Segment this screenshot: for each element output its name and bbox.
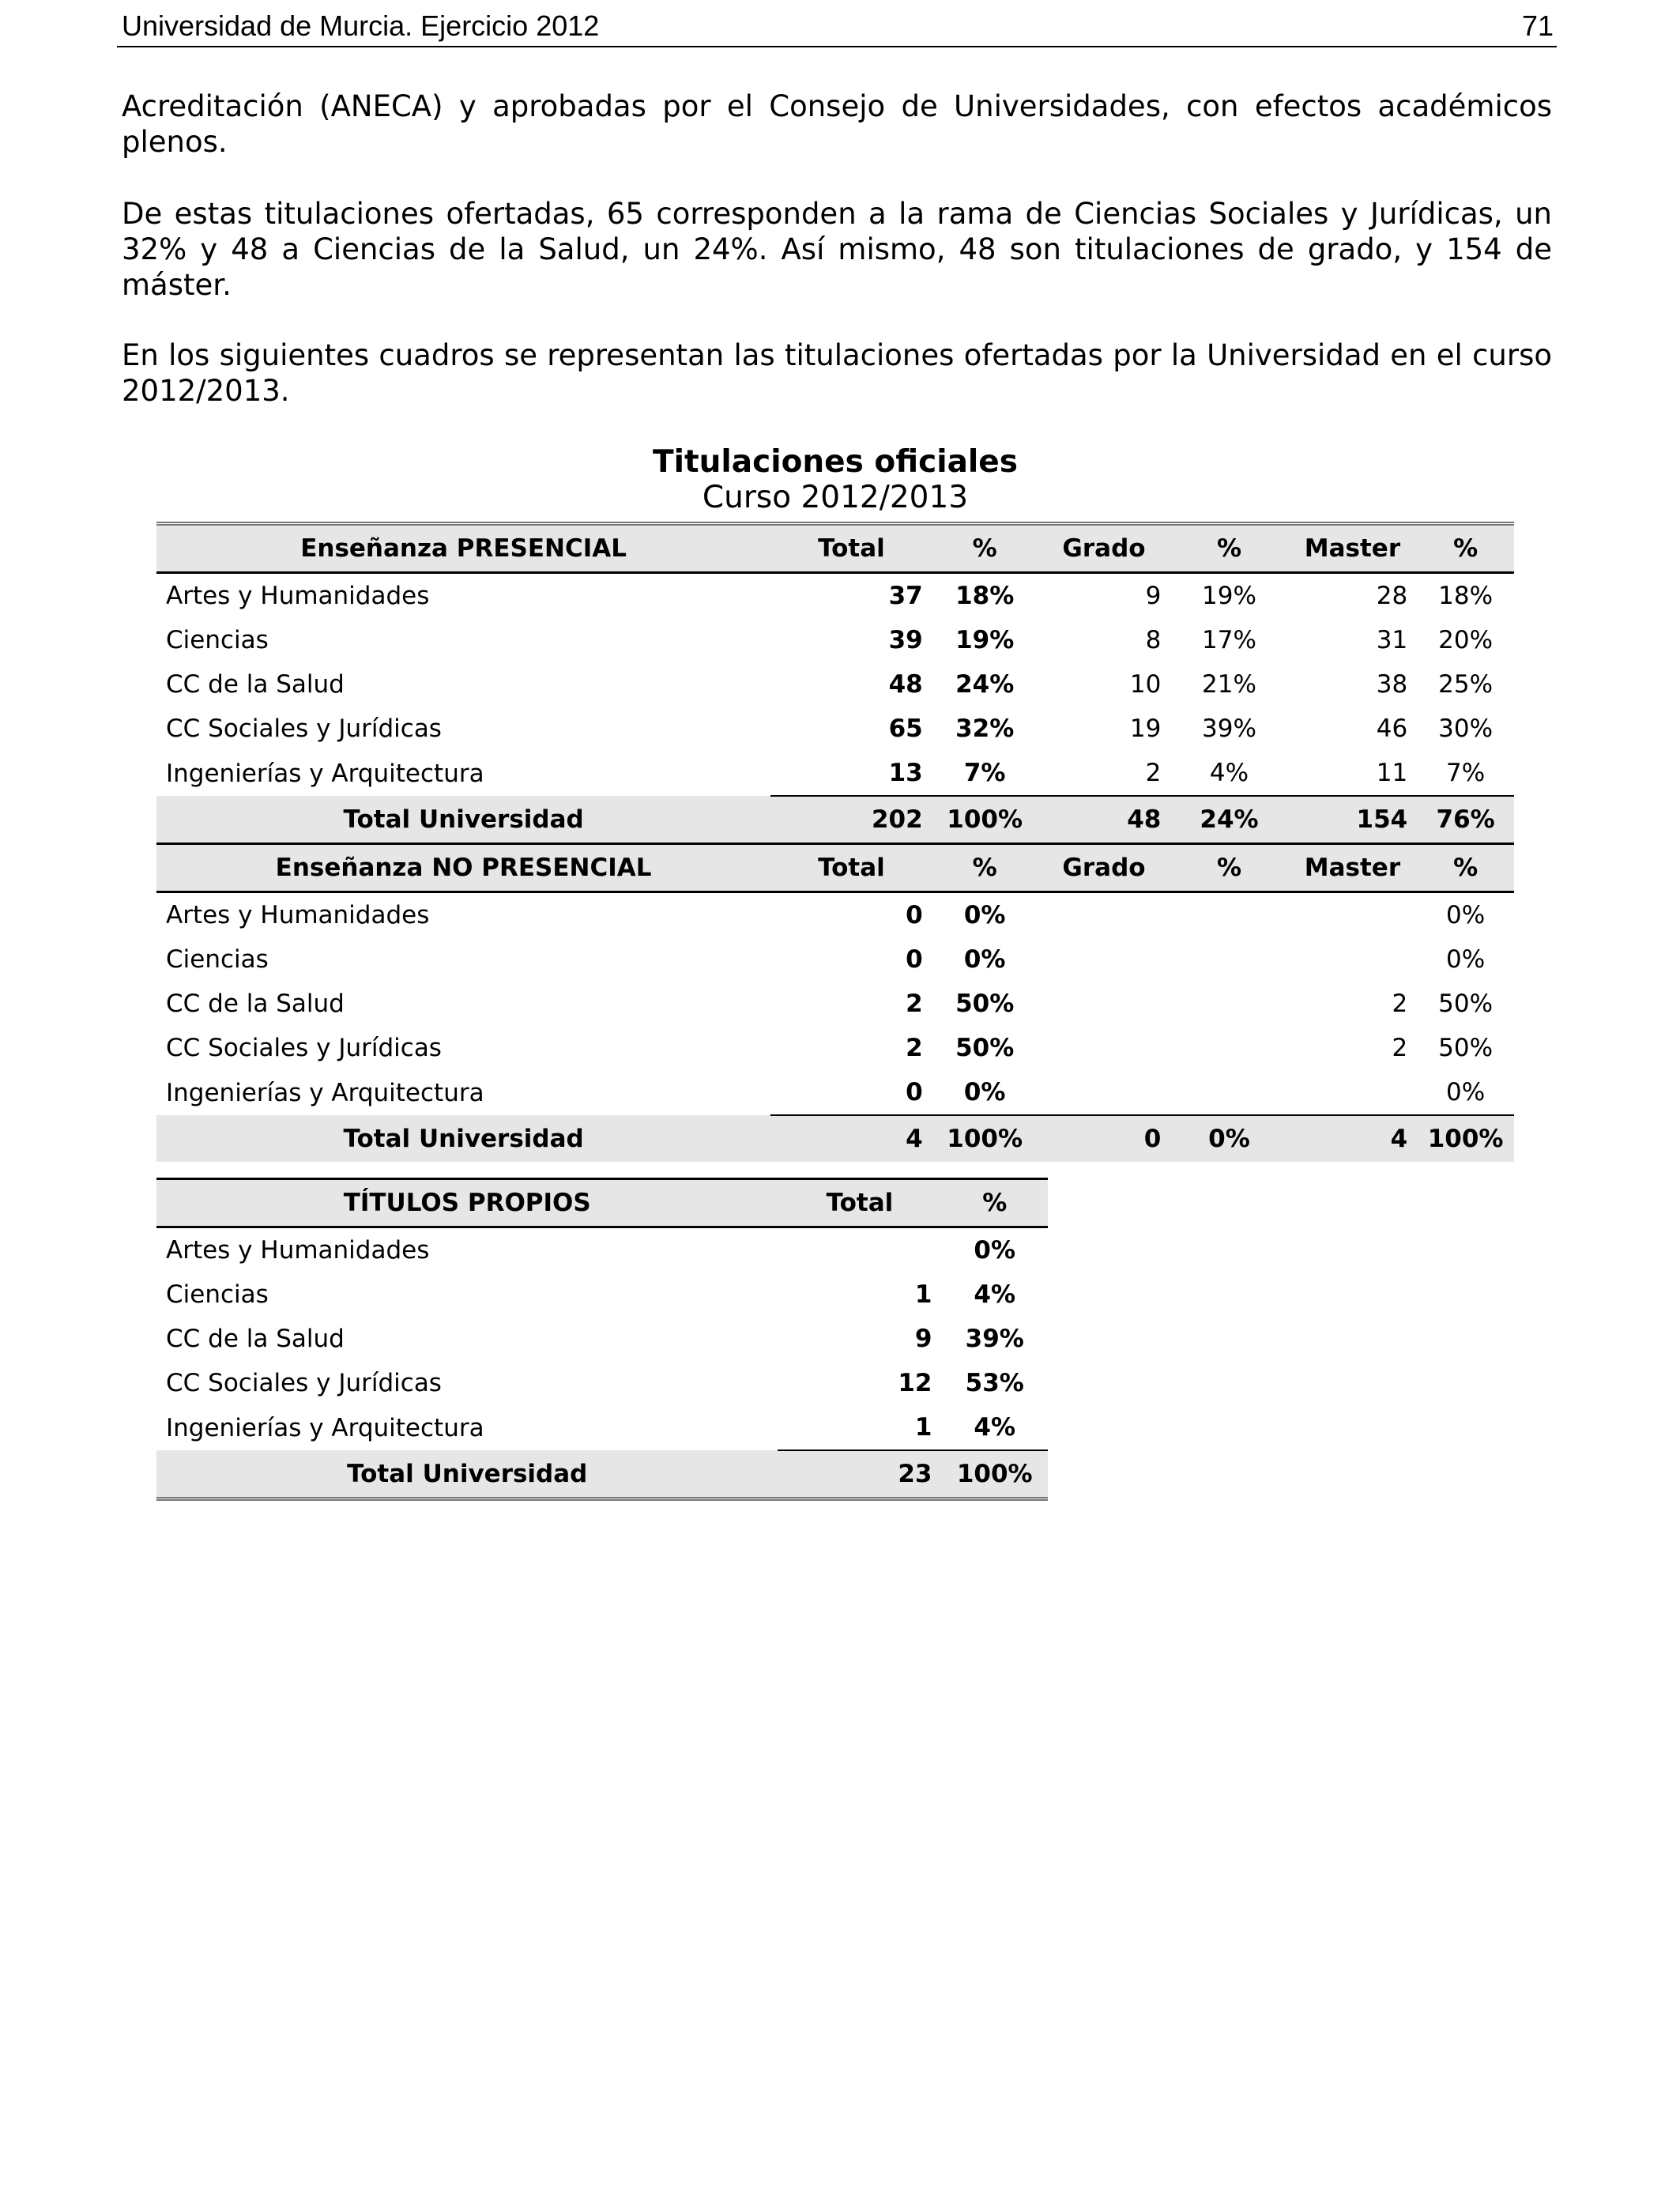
propios-cell-total: 9 (914, 1325, 932, 1353)
no_presencial-cell-total: 2 (906, 1034, 923, 1062)
propios-cell-total-pct: 39% (965, 1325, 1024, 1353)
no_presencial-total-master: 4 (1288, 1115, 1418, 1162)
presencial-header-master: Master (1288, 524, 1418, 573)
presencial-cell-label: Artes y Humanidades (166, 582, 430, 610)
presencial-cell-master: 28 (1376, 582, 1408, 610)
presencial-header-master-pct: % (1417, 524, 1514, 573)
presencial-cell-master: 31 (1376, 626, 1408, 654)
propios-header-total: Total (778, 1179, 941, 1227)
no_presencial-cell-master-pct: 0% (1446, 901, 1486, 929)
presencial-total-total-pct: 100% (932, 796, 1038, 844)
no_presencial-cell-label: CC de la Salud (166, 990, 345, 1018)
propios-cell-total-pct: 4% (974, 1280, 1016, 1309)
titulos-propios-table (156, 1178, 1048, 1501)
presencial-cell-total: 39 (888, 626, 923, 654)
presencial-cell-grado-pct: 21% (1202, 670, 1256, 699)
no_presencial-total-grado: 0 (1038, 1115, 1171, 1162)
no_presencial-cell-grado (1038, 1026, 1171, 1070)
no_presencial-header-master: Master (1288, 844, 1418, 892)
presencial-cell-grado-pct: 39% (1202, 714, 1256, 743)
page-header (117, 8, 1557, 47)
presencial-cell-grado: 19 (1129, 714, 1162, 743)
presencial-total-master: 154 (1288, 796, 1418, 844)
propios-header-label: TÍTULOS PROPIOS (156, 1179, 778, 1227)
no_presencial-cell-master-pct: 50% (1438, 1034, 1494, 1062)
presencial-header-grado: Grado (1038, 524, 1171, 573)
no_presencial-cell-grado-pct (1170, 937, 1287, 982)
propios-total-total: 23 (778, 1450, 941, 1499)
no_presencial-cell-label: Ciencias (166, 945, 269, 974)
table-row (156, 1317, 1048, 1361)
paragraph-2: De estas titulaciones ofertadas, 65 corresponden a la rama de Ciencias Sociales y Jurídicas, un 32% y 48 a Ciencias de la Salud, un 24%. Así mismo, 48 son titulaciones de grado, y 154 de máster. (122, 197, 1552, 302)
presencial-cell-label: Ingenierías y Arquitectura (166, 759, 484, 788)
table-row (156, 982, 1514, 1026)
presencial-cell-grado: 10 (1129, 670, 1162, 699)
table-row (156, 1272, 1048, 1317)
no_presencial-cell-grado-pct (1170, 982, 1287, 1026)
propios-cell-total: 12 (898, 1369, 932, 1397)
presencial-header-label: Enseñanza PRESENCIAL (156, 524, 770, 573)
no_presencial-total-master-pct: 100% (1417, 1115, 1514, 1162)
no_presencial-cell-grado-pct (1170, 1026, 1287, 1070)
no_presencial-total-label: Total Universidad (156, 1115, 770, 1162)
table-row (156, 662, 1514, 707)
no_presencial-cell-total: 2 (906, 990, 923, 1018)
table-row (156, 1026, 1514, 1070)
presencial-cell-master: 11 (1288, 751, 1418, 796)
no_presencial-total-total: 4 (770, 1115, 932, 1162)
no_presencial-total-grado-pct: 0% (1170, 1115, 1287, 1162)
no_presencial-cell-total-pct: 0% (963, 945, 1006, 974)
no_presencial-cell-total-pct: 0% (963, 901, 1006, 929)
no_presencial-header-label: Enseñanza NO PRESENCIAL (156, 844, 770, 892)
propios-total-total-pct: 100% (941, 1450, 1048, 1499)
presencial-total-row (156, 796, 1514, 844)
presencial-cell-master-pct: 18% (1438, 582, 1494, 610)
presencial-cell-grado-pct: 4% (1170, 751, 1287, 796)
titulaciones-table (156, 522, 1514, 1162)
presencial-cell-total-pct: 24% (955, 670, 1015, 699)
no_presencial-total-total-pct: 100% (932, 1115, 1038, 1162)
propios-cell-total-pct: 0% (974, 1236, 1016, 1265)
no_presencial-header-total: Total (770, 844, 932, 892)
presencial-cell-master-pct: 25% (1438, 670, 1494, 699)
no_presencial-cell-grado-pct (1170, 892, 1287, 938)
presencial-total-grado-pct: 24% (1170, 796, 1287, 844)
no_presencial-cell-master: 2 (1392, 1034, 1408, 1062)
presencial-cell-total: 48 (888, 670, 923, 699)
no_presencial-cell-grado (1038, 892, 1171, 938)
presencial-total-grado: 48 (1038, 796, 1171, 844)
table-row (156, 1405, 1048, 1450)
no_presencial-header-total-pct: % (932, 844, 1038, 892)
presencial-cell-total-pct: 18% (955, 582, 1015, 610)
propios-total-label: Total Universidad (156, 1450, 778, 1499)
no_presencial-cell-label: CC Sociales y Jurídicas (166, 1034, 442, 1062)
table-row (156, 618, 1514, 662)
header-title: Universidad de Murcia. Ejercicio 2012 (122, 9, 600, 42)
presencial-cell-total-pct: 19% (955, 626, 1015, 654)
presencial-cell-master-pct: 30% (1438, 714, 1494, 743)
no_presencial-header-master-pct: % (1417, 844, 1514, 892)
presencial-cell-grado: 8 (1145, 626, 1162, 654)
no_presencial-cell-master-pct: 0% (1417, 1070, 1514, 1115)
presencial-cell-total-pct: 7% (932, 751, 1038, 796)
presencial-total-label: Total Universidad (156, 796, 770, 844)
table-row (156, 1361, 1048, 1405)
presencial-cell-master: 38 (1376, 670, 1408, 699)
presencial-cell-master-pct: 7% (1417, 751, 1514, 796)
no_presencial-cell-total-pct: 0% (932, 1070, 1038, 1115)
no_presencial-header-row (156, 844, 1514, 892)
no_presencial-header-grado: Grado (1038, 844, 1171, 892)
presencial-cell-grado: 2 (1038, 751, 1171, 796)
no_presencial-cell-master (1288, 937, 1418, 982)
paragraph-3: En los siguientes cuadros se representan las titulaciones ofertadas por la Universidad en el curso 2012/2013. (122, 338, 1552, 408)
presencial-cell-total-pct: 32% (955, 714, 1015, 743)
presencial-cell-total: 65 (888, 714, 923, 743)
presencial-header-row (156, 524, 1514, 573)
presencial-total-total: 202 (770, 796, 932, 844)
propios-cell-label: Artes y Humanidades (166, 1236, 430, 1265)
presencial-header-total: Total (770, 524, 932, 573)
no_presencial-cell-total-pct: 50% (955, 1034, 1015, 1062)
presencial-cell-grado-pct: 17% (1202, 626, 1256, 654)
paragraph-1: Acreditación (ANECA) y aprobadas por el Consejo de Universidades, con efectos académicos plenos. (122, 89, 1552, 159)
propios-cell-total-pct: 53% (965, 1369, 1024, 1397)
table-row (156, 573, 1514, 619)
presencial-header-total-pct: % (932, 524, 1038, 573)
no_presencial-cell-total-pct: 50% (955, 990, 1015, 1018)
presencial-cell-grado-pct: 19% (1202, 582, 1256, 610)
table-row (156, 892, 1514, 938)
propios-cell-label: Ciencias (166, 1280, 269, 1309)
table-row (156, 707, 1514, 751)
presencial-cell-label: CC de la Salud (166, 670, 345, 699)
no_presencial-cell-master-pct: 0% (1446, 945, 1486, 974)
propios-header-row (156, 1179, 1048, 1227)
presencial-cell-grado: 9 (1145, 582, 1162, 610)
no_presencial-cell-label: Artes y Humanidades (166, 901, 430, 929)
propios-cell-label: CC Sociales y Jurídicas (166, 1369, 442, 1397)
no_presencial-cell-master-pct: 50% (1438, 990, 1494, 1018)
no_presencial-cell-master: 2 (1392, 990, 1408, 1018)
presencial-cell-master-pct: 20% (1438, 626, 1494, 654)
presencial-cell-total: 13 (770, 751, 932, 796)
propios-cell-total: 1 (778, 1405, 941, 1450)
no_presencial-cell-grado-pct (1170, 1070, 1287, 1115)
presencial-cell-master: 46 (1376, 714, 1408, 743)
no_presencial-cell-master (1288, 1070, 1418, 1115)
page-number: 71 (1521, 9, 1554, 42)
presencial-total-master-pct: 76% (1417, 796, 1514, 844)
propios-cell-label: CC de la Salud (166, 1325, 345, 1353)
no_presencial-cell-grado (1038, 937, 1171, 982)
no_presencial-header-grado-pct: % (1170, 844, 1287, 892)
no_presencial-cell-label: Ingenierías y Arquitectura (166, 1078, 484, 1107)
table-row (156, 937, 1514, 982)
no_presencial-cell-grado (1038, 1070, 1171, 1115)
table-subtitle: Curso 2012/2013 (702, 480, 969, 515)
table-title: Titulaciones oficiales (653, 444, 1018, 480)
propios-header-total-pct: % (941, 1179, 1048, 1227)
presencial-cell-label: CC Sociales y Jurídicas (166, 714, 442, 743)
propios-total-row (156, 1450, 1048, 1499)
no_presencial-cell-total: 0 (906, 945, 923, 974)
no_presencial-cell-grado (1038, 982, 1171, 1026)
propios-cell-total: 1 (914, 1280, 932, 1309)
no_presencial-total-row (156, 1115, 1514, 1162)
propios-cell-label: Ingenierías y Arquitectura (166, 1413, 484, 1442)
no_presencial-cell-total: 0 (770, 1070, 932, 1115)
presencial-header-grado-pct: % (1170, 524, 1287, 573)
no_presencial-cell-master (1288, 892, 1418, 938)
table-row (156, 1070, 1514, 1115)
table-row (156, 751, 1514, 796)
propios-cell-total-pct: 4% (941, 1405, 1048, 1450)
propios-cell-total (778, 1227, 941, 1273)
table-row (156, 1227, 1048, 1273)
presencial-cell-label: Ciencias (166, 626, 269, 654)
presencial-cell-total: 37 (888, 582, 923, 610)
no_presencial-cell-total: 0 (906, 901, 923, 929)
